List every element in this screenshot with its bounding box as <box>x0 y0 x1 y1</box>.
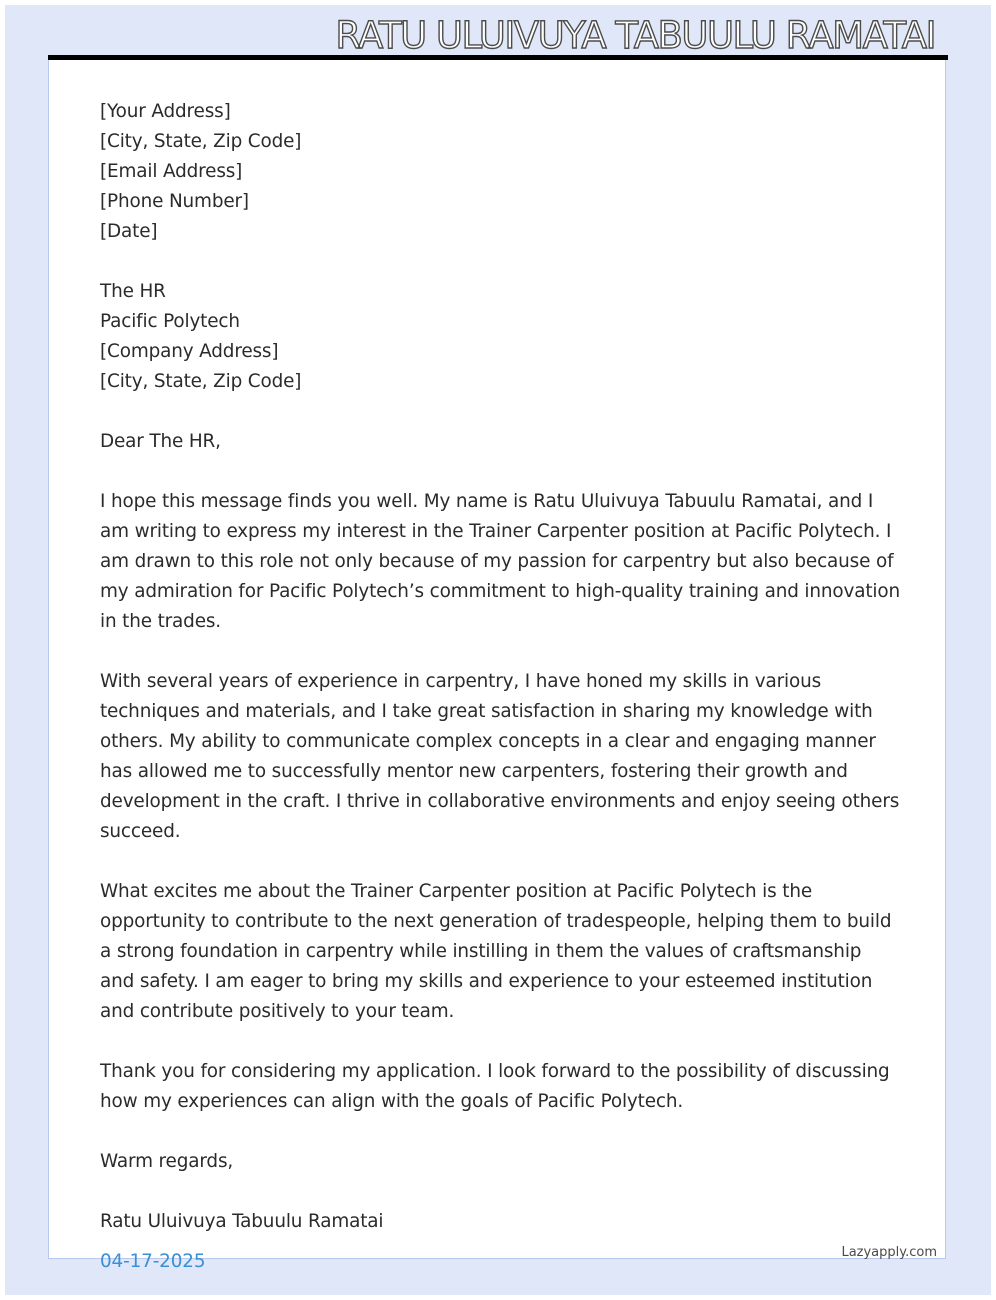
date-stamp: 04-17-2025 <box>100 1251 206 1272</box>
recipient-name: The HR <box>100 281 166 302</box>
watermark: Lazyapply.com <box>841 1245 937 1260</box>
sender-block <box>100 97 900 247</box>
applicant-name-title: RATU ULUIVUYA TABUULU RAMATAI <box>335 14 935 57</box>
salutation: Dear The HR, <box>100 431 221 452</box>
recipient-company: Pacific Polytech <box>100 311 240 332</box>
sender-date: [Date] <box>100 221 158 242</box>
body-paragraph: With several years of experience in carpentry, I have honed my skills in various techniques and materials, and I take great satisfaction in sharing my knowledge with others. My ability to communicate complex concepts in a clear and engaging manner has allowed me to successfully mentor new carpenters, fostering their growth and development in the craft. I thrive in collaborative environments and enjoy seeing others succeed. <box>100 671 900 842</box>
sender-address: [Your Address] <box>100 101 231 122</box>
sender-city-state-zip: [City, State, Zip Code] <box>100 131 302 152</box>
body-paragraph: Thank you for considering my application. I look forward to the possibility of discussing how my experiences can align with the goals of Pacific Polytech. <box>100 1061 890 1112</box>
recipient-address: [Company Address] <box>100 341 279 362</box>
recipient-city-state-zip: [City, State, Zip Code] <box>100 371 302 392</box>
letter-content <box>100 97 900 1277</box>
signature: Ratu Uluivuya Tabuulu Ramatai <box>100 1211 384 1232</box>
sender-email: [Email Address] <box>100 161 243 182</box>
recipient-block <box>100 277 900 397</box>
body-paragraph: I hope this message finds you well. My name is Ratu Uluivuya Tabuulu Ramatai, and I am writing to express my interest in the Trainer Carpenter position at Pacific Polytech. I am drawn to this role not only because of my passion for carpentry but also because of my admiration for Pacific Polytech’s commitment to high-quality training and innovation in the trades. <box>100 491 900 632</box>
body-paragraph: What excites me about the Trainer Carpenter position at Pacific Polytech is the opportunity to contribute to the next generation of tradespeople, helping them to build a strong foundation in carpentry while instilling in them the values of craftsmanship and safety. I am eager to bring my skills and experience to your esteemed institution and contribute positively to your team. <box>100 881 892 1022</box>
closing: Warm regards, <box>100 1151 234 1172</box>
sender-phone: [Phone Number] <box>100 191 249 212</box>
